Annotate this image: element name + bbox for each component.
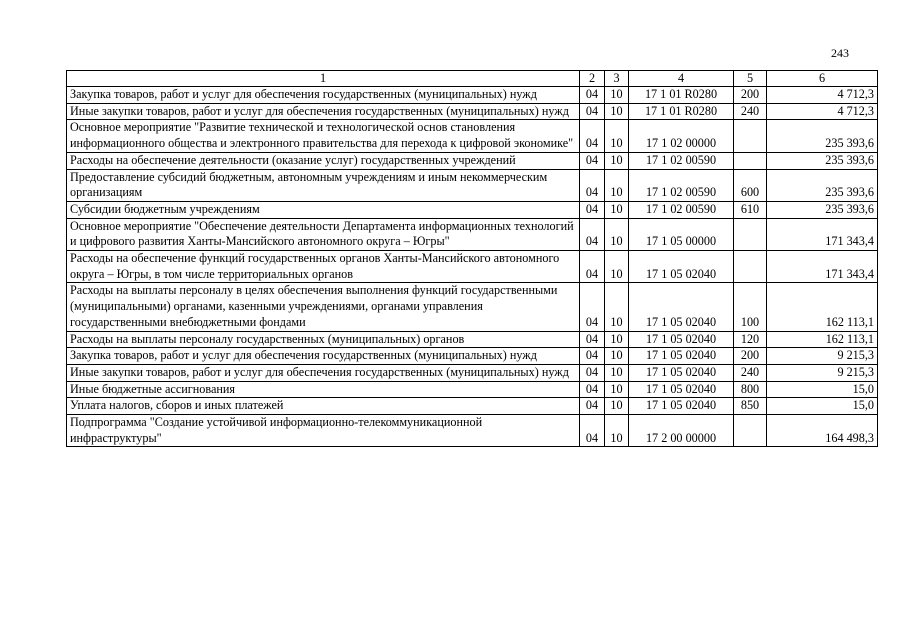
header-col-1: 1 <box>67 71 580 87</box>
row-name: Расходы на обеспечение деятельности (оказание услуг) государственных учреждений <box>67 152 580 169</box>
row-target-article: 17 1 02 00590 <box>629 152 734 169</box>
row-amount: 164 498,3 <box>767 415 878 447</box>
row-name: Уплата налогов, сборов и иных платежей <box>67 398 580 415</box>
row-subsection: 10 <box>605 348 629 365</box>
table-row <box>67 120 878 152</box>
header-col-5: 5 <box>734 71 767 87</box>
row-subsection: 10 <box>605 283 629 331</box>
table-row <box>67 218 878 250</box>
row-name: Подпрограмма "Создание устойчивой информационно-телекоммуникационной инфраструктуры" <box>67 415 580 447</box>
row-name: Расходы на обеспечение функций государственных органов Ханты-Мансийского автономного округа – Югры, в том числе территориальных органов <box>67 251 580 283</box>
row-target-article: 17 1 05 02040 <box>629 348 734 365</box>
row-name: Иные закупки товаров, работ и услуг для обеспечения государственных (муниципальных) нужд <box>67 103 580 120</box>
row-name: Иные закупки товаров, работ и услуг для обеспечения государственных (муниципальных) нужд <box>67 364 580 381</box>
row-target-article: 17 1 05 02040 <box>629 251 734 283</box>
row-name: Иные бюджетные ассигнования <box>67 381 580 398</box>
row-target-article: 17 1 02 00000 <box>629 120 734 152</box>
row-section: 04 <box>580 381 605 398</box>
table-row <box>67 283 878 331</box>
header-col-3: 3 <box>605 71 629 87</box>
row-target-article: 17 1 05 02040 <box>629 364 734 381</box>
row-amount: 9 215,3 <box>767 364 878 381</box>
row-target-article: 17 1 01 R0280 <box>629 103 734 120</box>
row-amount: 235 393,6 <box>767 152 878 169</box>
row-subsection: 10 <box>605 120 629 152</box>
row-expense-type <box>734 152 767 169</box>
row-name: Основное мероприятие "Развитие технической и технологической основ становления информационного общества и электронного правительства для перехода к цифровой экономике" <box>67 120 580 152</box>
row-expense-type <box>734 120 767 152</box>
row-target-article: 17 1 02 00590 <box>629 201 734 218</box>
row-subsection: 10 <box>605 201 629 218</box>
row-section: 04 <box>580 283 605 331</box>
row-amount: 171 343,4 <box>767 251 878 283</box>
row-target-article: 17 1 05 02040 <box>629 381 734 398</box>
row-subsection: 10 <box>605 87 629 104</box>
row-expense-type: 850 <box>734 398 767 415</box>
row-section: 04 <box>580 251 605 283</box>
row-target-article: 17 1 05 02040 <box>629 331 734 348</box>
row-subsection: 10 <box>605 152 629 169</box>
row-expense-type: 240 <box>734 103 767 120</box>
row-name: Расходы на выплаты персоналу в целях обеспечения выполнения функций государственными (муниципальными) органами, казенными учреждениями, органами управления государственными внебюджетными фондами <box>67 283 580 331</box>
row-expense-type: 100 <box>734 283 767 331</box>
row-expense-type: 800 <box>734 381 767 398</box>
header-col-6: 6 <box>767 71 878 87</box>
header-row <box>67 71 878 87</box>
row-amount: 15,0 <box>767 381 878 398</box>
row-subsection: 10 <box>605 169 629 201</box>
table-row <box>67 251 878 283</box>
row-amount: 4 712,3 <box>767 103 878 120</box>
table-row <box>67 415 878 447</box>
row-target-article: 17 1 05 00000 <box>629 218 734 250</box>
table-row <box>67 152 878 169</box>
table-row <box>67 331 878 348</box>
row-target-article: 17 1 05 02040 <box>629 398 734 415</box>
row-expense-type: 610 <box>734 201 767 218</box>
row-target-article: 17 2 00 00000 <box>629 415 734 447</box>
row-subsection: 10 <box>605 415 629 447</box>
row-name: Закупка товаров, работ и услуг для обеспечения государственных (муниципальных) нужд <box>67 348 580 365</box>
row-amount: 162 113,1 <box>767 331 878 348</box>
row-amount: 235 393,6 <box>767 201 878 218</box>
row-subsection: 10 <box>605 218 629 250</box>
row-section: 04 <box>580 398 605 415</box>
row-target-article: 17 1 01 R0280 <box>629 87 734 104</box>
table-row <box>67 87 878 104</box>
row-section: 04 <box>580 364 605 381</box>
row-expense-type <box>734 218 767 250</box>
row-subsection: 10 <box>605 364 629 381</box>
row-section: 04 <box>580 87 605 104</box>
row-subsection: 10 <box>605 381 629 398</box>
row-amount: 4 712,3 <box>767 87 878 104</box>
row-name: Субсидии бюджетным учреждениям <box>67 201 580 218</box>
row-target-article: 17 1 02 00590 <box>629 169 734 201</box>
row-section: 04 <box>580 152 605 169</box>
row-name: Основное мероприятие "Обеспечение деятельности Департамента информационных технологий и цифрового развития Ханты-Мансийского автономного округа – Югры" <box>67 218 580 250</box>
row-target-article: 17 1 05 02040 <box>629 283 734 331</box>
page-number: 243 <box>831 46 849 60</box>
row-expense-type: 120 <box>734 331 767 348</box>
row-section: 04 <box>580 218 605 250</box>
table-row <box>67 348 878 365</box>
row-expense-type: 600 <box>734 169 767 201</box>
row-section: 04 <box>580 120 605 152</box>
table-row <box>67 364 878 381</box>
row-expense-type: 200 <box>734 87 767 104</box>
header-col-4: 4 <box>629 71 734 87</box>
row-amount: 171 343,4 <box>767 218 878 250</box>
table-row <box>67 398 878 415</box>
row-subsection: 10 <box>605 331 629 348</box>
table-row <box>67 103 878 120</box>
row-section: 04 <box>580 331 605 348</box>
budget-table <box>66 70 878 447</box>
table-row <box>67 169 878 201</box>
row-expense-type: 240 <box>734 364 767 381</box>
row-expense-type <box>734 415 767 447</box>
row-subsection: 10 <box>605 398 629 415</box>
table-row <box>67 381 878 398</box>
row-section: 04 <box>580 201 605 218</box>
row-amount: 162 113,1 <box>767 283 878 331</box>
row-amount: 235 393,6 <box>767 169 878 201</box>
row-expense-type: 200 <box>734 348 767 365</box>
row-name: Закупка товаров, работ и услуг для обеспечения государственных (муниципальных) нужд <box>67 87 580 104</box>
row-section: 04 <box>580 415 605 447</box>
row-section: 04 <box>580 169 605 201</box>
row-name: Предоставление субсидий бюджетным, автономным учреждениям и иным некоммерческим организациям <box>67 169 580 201</box>
row-amount: 15,0 <box>767 398 878 415</box>
header-col-2: 2 <box>580 71 605 87</box>
row-section: 04 <box>580 348 605 365</box>
table-row <box>67 201 878 218</box>
row-subsection: 10 <box>605 103 629 120</box>
row-name: Расходы на выплаты персоналу государственных (муниципальных) органов <box>67 331 580 348</box>
row-subsection: 10 <box>605 251 629 283</box>
row-expense-type <box>734 251 767 283</box>
row-section: 04 <box>580 103 605 120</box>
row-amount: 235 393,6 <box>767 120 878 152</box>
row-amount: 9 215,3 <box>767 348 878 365</box>
